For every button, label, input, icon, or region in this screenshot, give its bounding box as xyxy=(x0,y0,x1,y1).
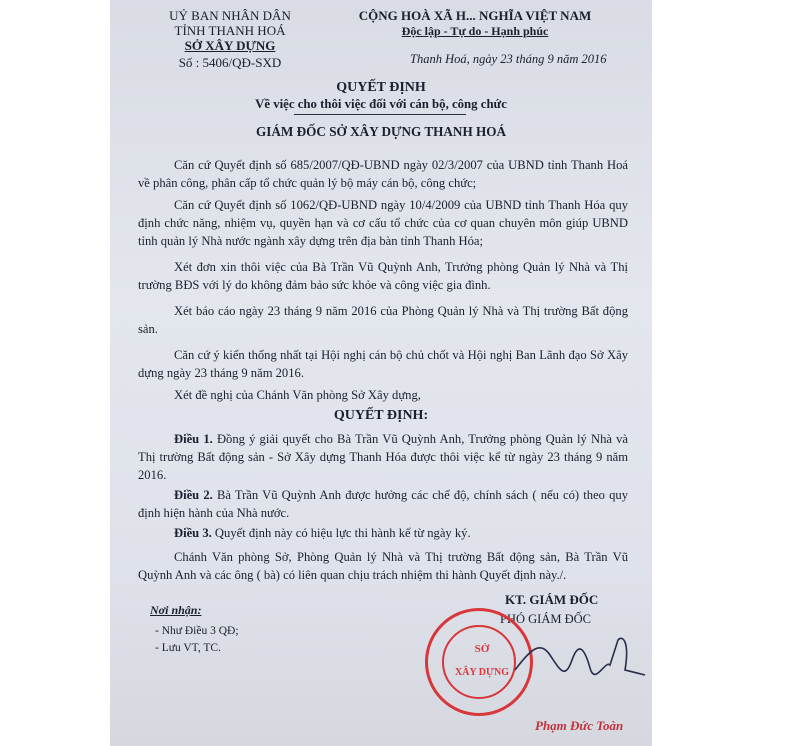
closing-paragraph: Chánh Văn phòng Sở, Phòng Quản lý Nhà và Thị trường Bất động sản, Bà Trần Vũ Quỳnh Anh và các ông ( bà) có liên quan chịu trách nhiệm thi hành Quyết định này./. xyxy=(138,550,628,582)
article-label: Điều 1. xyxy=(174,432,213,446)
preamble-paragraph: Xét đơn xin thôi việc của Bà Trần Vũ Quỳnh Anh, Trưởng phòng Quản lý Nhà và Thị trường BĐS với lý do không đảm bảo sức khỏe và công việc gia đình. xyxy=(138,260,628,292)
article-text: Bà Trần Vũ Quỳnh Anh được hưởng các chế độ, chính sách ( nếu có) theo quy định hiện hành của Nhà nước. xyxy=(138,488,629,520)
seal-text-bottom: XÂY DỰNG xyxy=(455,667,509,678)
national-title: CỘNG HOÀ XÃ H... NGHĨA VIỆT NAM xyxy=(358,8,592,23)
left-margin xyxy=(0,0,110,746)
place-and-date: Thanh Hoá, ngày 23 tháng 9 năm 2016 xyxy=(410,52,607,66)
article-3 xyxy=(138,524,628,542)
article-2 xyxy=(138,486,628,522)
article-label: Điều 2. xyxy=(174,488,213,502)
article-text: Quyết định này có hiệu lực thi hành kể từ ngày ký. xyxy=(211,526,471,540)
subject-underline xyxy=(294,114,466,115)
preamble-paragraph: Căn cứ Quyết định số 1062/QĐ-UBND ngày 10/4/2009 của UBND tỉnh Thanh Hóa quy định chức năng, nhiệm vụ, quyền hạn và cơ cấu tổ chức của cơ quan chuyên môn giúp UBND tỉnh quản lý Nhà nước ngành xây dựng trên địa bàn tỉnh Thanh Hóa; xyxy=(138,198,628,248)
issuing-authority: GIÁM ĐỐC SỞ XÂY DỰNG THANH HOÁ xyxy=(255,124,507,139)
articles xyxy=(138,430,628,584)
recipient-item: - Lưu VT, TC. xyxy=(155,642,221,654)
org-province: TỈNH THANH HOÁ xyxy=(174,23,286,38)
org-department: SỞ XÂY DỰNG xyxy=(184,38,276,53)
right-margin xyxy=(652,0,800,746)
document-page xyxy=(110,0,652,746)
document-heading: QUYẾT ĐỊNH xyxy=(336,80,426,95)
signer-name: Phạm Đức Toàn xyxy=(535,718,624,733)
signature-title: KT. GIÁM ĐỐC xyxy=(505,592,599,607)
national-motto: Độc lập - Tự do - Hạnh phúc xyxy=(401,24,549,38)
recipients-label: Nơi nhận: xyxy=(150,603,202,617)
signature-subtitle: PHÓ GIÁM ĐỐC xyxy=(500,612,591,626)
recipient-item: - Như Điều 3 QĐ; xyxy=(155,625,239,637)
article-text: Đồng ý giải quyết cho Bà Trần Vũ Quỳnh Anh, Trưởng phòng Quản lý Nhà và Thị trường Bất động sản - Sở Xây dựng Thanh Hóa được thôi việc kể từ ngày 23 tháng 9 năm 2016. xyxy=(138,432,629,482)
article-1 xyxy=(138,430,628,484)
preamble-paragraph: Căn cứ ý kiến thống nhất tại Hội nghị cán bộ chủ chốt và Hội nghị Ban Lãnh đạo Sở Xây dựng ngày 23 tháng 9 năm 2016. xyxy=(138,348,628,380)
preamble-paragraph: Xét đề nghị của Chánh Văn phòng Sở Xây dựng, xyxy=(174,388,421,402)
preamble xyxy=(138,156,628,404)
handwritten-signature xyxy=(510,630,650,690)
org-parent: UỶ BAN NHÂN DÂN xyxy=(169,8,291,23)
seal-inner-ring xyxy=(442,625,516,699)
article-label: Điều 3. xyxy=(174,526,212,540)
preamble-paragraph: Xét báo cáo ngày 23 tháng 9 năm 2016 của Phòng Quản lý Nhà và Thị trường Bất động sản. xyxy=(138,304,628,336)
document-number: Số : 5406/QĐ-SXD xyxy=(178,55,282,70)
preamble-paragraph: Căn cứ Quyết định số 685/2007/QĐ-UBND ngày 02/3/2007 của UBND tỉnh Thanh Hoá về phân công, phân cấp tổ chức quản lý bộ máy cán bộ, công chức; xyxy=(138,158,628,190)
decision-heading: QUYẾT ĐỊNH: xyxy=(333,408,429,423)
document-subject: Về việc cho thôi việc đối với cán bộ, công chức xyxy=(255,97,507,111)
seal-text-top: SỞ xyxy=(474,643,490,655)
